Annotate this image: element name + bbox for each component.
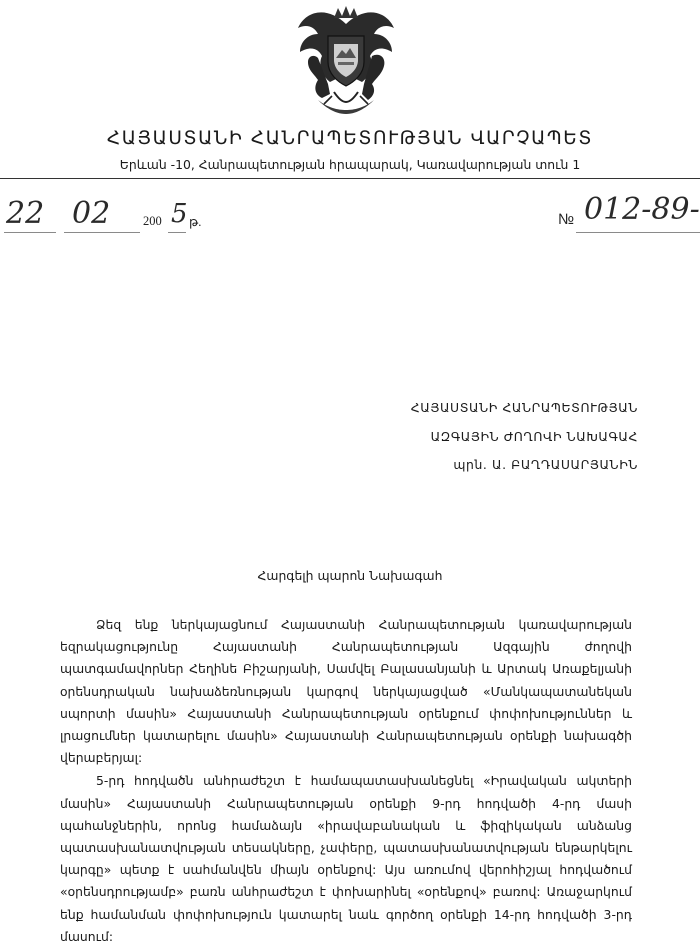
date-year-prefix: 200	[143, 214, 162, 228]
date-month: 02	[72, 196, 111, 231]
recipient-line: պրն. Ա. ԲԱՂԴԱՍԱՐՅԱՆԻՆ	[453, 457, 638, 472]
date-year-digit: 5	[171, 199, 188, 229]
body-paragraph: 5-րդ հոդվածն անհրաժեշտ է համապատասխանեցնել «Իրավական ակտերի մասին» Հայաստանի Հանրապետության օրենքի 9-րդ հոդվածի 4-րդ մասի պահանջներին, որոնց համաձայն «իրավաբանական և ֆիզիկական անձանց պատասխանատվության տեսակները, չափերը, պատասխանատվության ենթարկելու կարգը» պետք է սահմանվեն միայն օրենքով: Այս առումով վերոհիշյալ հոդվածում «օրենսդրությամբ» բառն անհրաժեշտ է փոխարինել «օրենքով» բառով: Առաջարկում ենք համանման փոփոխություն կատարել նաև գործող օրենքի 14-րդ հոդվածի 3-րդ մասում:	[60, 773, 632, 944]
date-day: 22	[6, 196, 45, 231]
date-year-underline	[168, 232, 186, 233]
date-year-suffix: թ.	[189, 215, 202, 229]
body-paragraph: Ձեզ ենք ներկայացնում Հայաստանի Հանրապետության կառավարության եզրակացությունը Հայաստանի Հանրապետության Ազգային ժողովի պատգամավորներ Հեղինե Բիշարյանի, Սամվել Բալասանյանի և Արտակ Առաքելյանի օրենսդրական նախաձեռնության կարգով ներկայացված «Մանկապատանեկան սպորտի մասին» Հայաստանի Հանրապետության օրենքում փոփոխություններ և լրացումներ կատարելու մասին» Հայաստանի Հանրապետության օրենքի նախագծի վերաբերյալ:	[60, 617, 632, 766]
letter-body	[60, 614, 632, 948]
office-title: ՀԱՅԱՍՏԱՆԻ ՀԱՆՐԱՊԵՏՈՒԹՅԱՆ ՎԱՐՉԱՊԵՏ	[106, 128, 594, 149]
office-address: Երևան -10, Հանրապետության հրապարակ, Կառավարության տուն 1	[119, 157, 581, 172]
document-number-value: 012-89-	[584, 192, 700, 227]
document-number-underline	[576, 232, 700, 233]
date-day-underline	[4, 232, 56, 233]
coat-of-arms-emblem	[288, 4, 404, 116]
salutation: Հարգելի պարոն Նախագահ	[257, 568, 443, 583]
header-divider	[0, 178, 700, 179]
recipient-line: ՀԱՅԱՍՏԱՆԻ ՀԱՆՐԱՊԵՏՈՒԹՅԱՆ	[410, 400, 638, 415]
recipient-block	[411, 394, 638, 480]
document-number-label: №	[558, 211, 575, 228]
date-month-underline	[64, 232, 140, 233]
recipient-line: ԱԶԳԱՅԻՆ ԺՈՂՈՎԻ ՆԱԽԱԳԱՀ	[430, 428, 638, 444]
